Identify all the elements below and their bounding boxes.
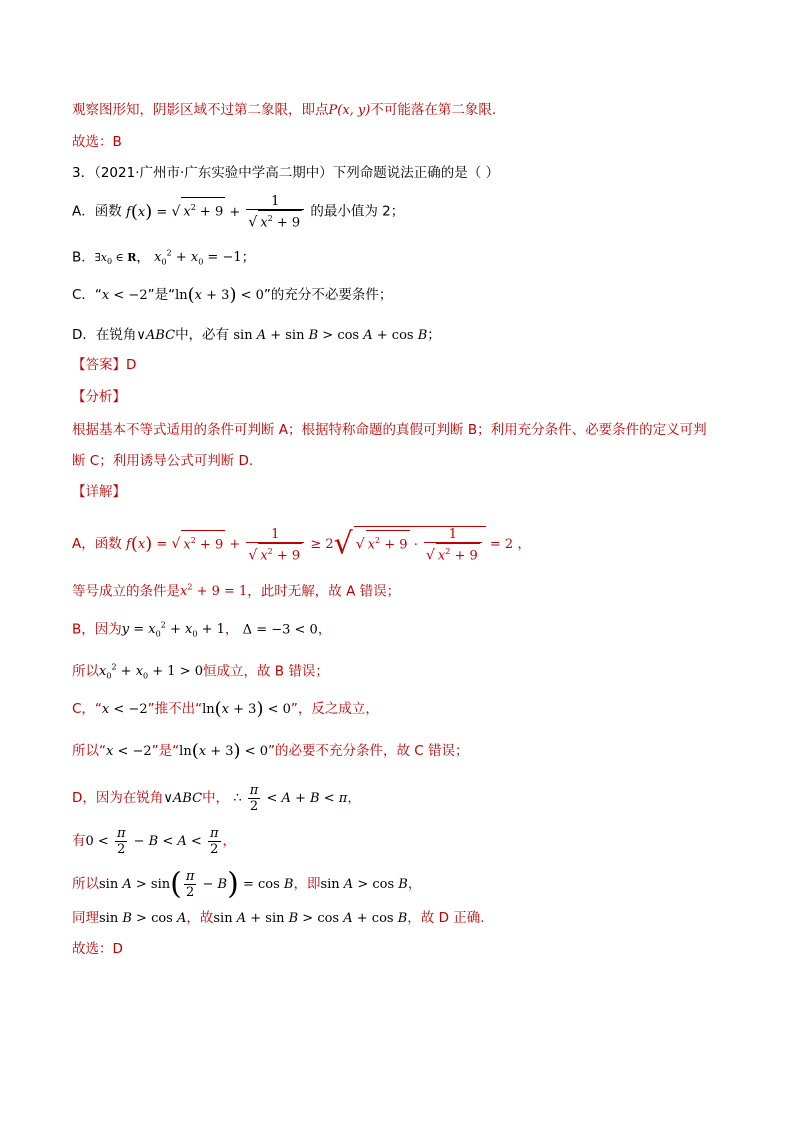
analysis-line-1: 根据基本不等式适用的条件可判断 A；根据特称命题的真假可判断 B；利用充分条件、必要条件的定义可判 — [72, 422, 707, 438]
detail-b-so: 所以$x_0^2 + x_0 + 1 > 0$恒成立，故 B 错误； — [72, 663, 329, 681]
observe-line: 观察图形知，阴影区域不过第二象限，即点P(x, y)不可能落在第二象限. — [72, 102, 497, 118]
detail-d-so: 所以sin A > sin( $\frac{\pi}{2}$ − B) = cos B，即sin A > cos B， — [72, 866, 422, 902]
option-d: D．在锐角∨ABC中，必有 sin A + sin B > cos A + cos B； — [72, 327, 441, 343]
previous-choice: 故选：B — [72, 134, 122, 150]
detail-d-have: 有0 < $\frac{\pi}{2}$ − B < A < $\frac{\pi}{2}$ ， — [72, 826, 236, 857]
detail-d-also: 同理sin B > cos A，故sin A + sin B > cos A + cos B，故 D 正确. — [72, 910, 485, 926]
detail-equality: 等号成立的条件是$x^2 + 9 = 1$，此时无解，故 A 错误； — [72, 583, 401, 600]
final-choice: 故选：D — [72, 941, 123, 957]
analysis-line-2: 断 C；利用诱导公式可判断 D. — [72, 453, 254, 469]
detail-c: C，“x < −2”推不出“ln(x + 3) < 0”，反之成立， — [72, 698, 379, 720]
detail-b: B，因为$y = x_0^2 + x_0 + 1$， Δ = −3 < 0， — [72, 621, 332, 639]
answer-value: D — [126, 357, 137, 373]
point-expr: P(x, y) — [328, 103, 371, 118]
detail-c-so: 所以“x < −2”是“ln(x + 3) < 0”的必要不充分条件，故 C 错误； — [72, 740, 469, 762]
question-stem: 3．（2021·广州市·广东实验中学高二期中）下列命题说法正确的是（ ） — [72, 165, 500, 181]
detail-label: 【详解】 — [72, 484, 126, 500]
option-a: A．函数 f(x) = √ $x^2 + 9$ + $\frac{1}{√ x^2 + 9}$ 的最小值为 2； — [72, 194, 405, 231]
detail-a: A，函数 f(x) = √ $x^2 + 9$ + $\frac{1}{√ x^2 + 9}$ ≥ 2√ √ $x^2 + 9$ · $\frac{1}{√ x^2 + 9}$ = 2 ， — [72, 526, 531, 564]
option-c: C．“x < −2”是“ln(x + 3) < 0”的充分不必要条件； — [72, 284, 393, 306]
detail-a-formula: f(x) = √ $x^2 + 9$ + $\frac{1}{√ x^2 + 9}$ ≥ 2√ √ $x^2 + 9$ · $\frac{1}{√ x^2 + 9}$ = 2 — [126, 526, 518, 564]
detail-d: D，因为在锐角∨ABC中， ∴ $\frac{\pi}{2}$ < A + B < π， — [72, 783, 361, 814]
option-b: B．$\exists x_0$ ∈ R， $x_0^2 + x_0 = -1$； — [72, 249, 256, 267]
option-a-formula: f(x) = √ $x^2 + 9$ + $\frac{1}{√ x^2 + 9}$ — [126, 205, 310, 220]
analysis-label: 【分析】 — [72, 389, 126, 405]
answer-line: 【答案】D — [72, 357, 137, 373]
